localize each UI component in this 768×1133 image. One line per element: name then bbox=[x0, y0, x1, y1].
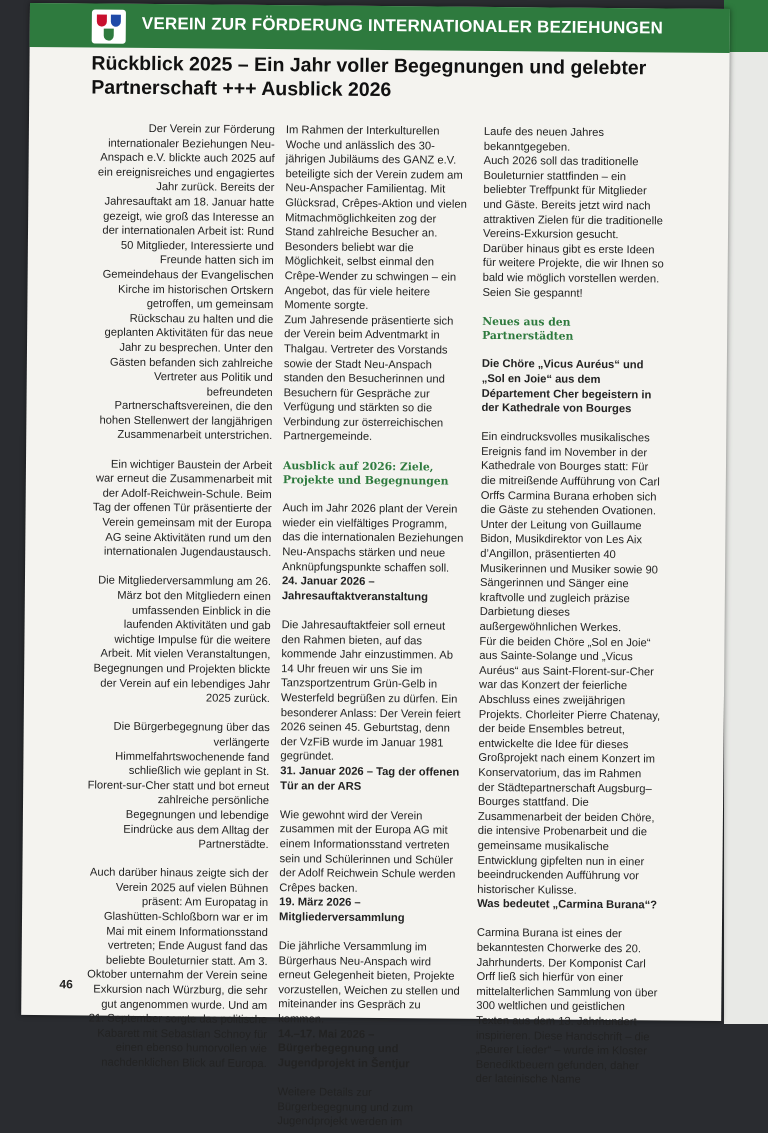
column-1 bbox=[85, 121, 275, 1086]
paragraph: Auch darüber hinaus zeigte sich der Verein 2025 auf vielen Bühnen präsent: Am Europatag in Glashütten-Schloßborn war er im Mai mit einem Informationsstand vertreten; Ende August fand das beliebte Bouleturnier statt. Am 3. Oktober unternahm der Verein seine Exkursion nach Würzburg, die sehr gut angenommen wurde. Und am 21. September sorgte das politische Kabarett mit Sebastian Schnoy für einen ebenso humorvollen wie nachdenklichen Blick auf Europa. bbox=[87, 866, 269, 1071]
paragraph: Die Bürgerbegegnung über das verlängerte Himmelfahrtswochenende fand schließlich wie geplant in St. Florent-sur-Cher statt und bot erneut zahlreiche persönliche Begegnungen und lebendige Eindrücke aus dem Alltag der Partnerstädte. bbox=[87, 721, 270, 852]
paragraph: Darüber hinaus gibt es erste Ideen für weitere Projekte, die wir Ihnen so bald wie möglich vorstellen werden. Seien Sie gespannt! bbox=[482, 242, 664, 300]
event-heading: 31. Januar 2026 – Tag der offenen Tür an der ARS bbox=[280, 765, 460, 793]
paragraph: Auch 2026 soll das traditionelle Bouleturnier stattfinden – ein beliebter Treffpunkt für Mitglieder und Gäste. Bereits jetzt wird nach attraktiven Zielen für die traditionelle Vereins-Exkursion gesucht. bbox=[482, 155, 663, 242]
section-heading: Neues aus den Partnerstädten bbox=[482, 314, 574, 343]
paragraph: Weitere Details zur Bürgerbegegnung und zum Jugendprojekt werden im bbox=[277, 1086, 414, 1129]
column-3 bbox=[476, 125, 666, 1089]
page-header bbox=[30, 3, 730, 53]
paragraph: Wie gewohnt wird der Verein zusammen mit der Europa AG mit einem Informationsstand vertreten sein und Schülerinnen und Schüler der Adolf Reichwein Schule werden Crêpes backen. bbox=[279, 808, 456, 895]
paragraph: Auch im Jahr 2026 plant der Verein wieder ein vielfältiges Programm, das die internationalen Beziehungen Neu-Anspachs stärken und neue Anknüpfungspunkte schaffen soll. bbox=[282, 502, 464, 575]
paragraph: Im Rahmen der Interkulturellen Woche und anlässlich des 30-jährigen Jubiläums des GANZ e.V. beteiligte sich der Verein zudem am Neu-Anspacher Familientag. Mit Glücksrad, Crêpes-Aktion und vielen Mitmachmöglichkeiten zog der Stand zahlreiche Besucher an. Besonders beliebt war die Möglichkeit, selbst einmal den Crêpe-Wender zu schwingen – ein Angebot, das für viele heitere Momente sorgte. bbox=[284, 124, 467, 313]
article-subheading: Die Chöre „Vicus Auréus“ und „Sol en Joie“ aus dem Département Cher begeistern in der Kathedrale von Bourges bbox=[481, 358, 652, 416]
section-heading: Ausblick auf 2026: Ziele, Projekte und Begegnungen bbox=[282, 458, 449, 488]
page-number: 46 bbox=[59, 977, 73, 992]
header-title: VEREIN ZUR FÖRDERUNG INTERNATIONALER BEZIEHUNGEN bbox=[141, 13, 664, 38]
paragraph: Die Mitgliederversammlung am 26. März bot den Mitgliedern einen umfassenden Einblick in die laufenden Aktivitäten und gab wichtige Impulse für die weitere Arbeit. Mit vielen Veranstaltungen, Begegnungen und Projekten blickte der Verein auf ein lebendiges Jahr 2025 zurück. bbox=[93, 574, 272, 706]
article-subheading: Was bedeutet „Carmina Burana“? bbox=[477, 898, 658, 912]
paragraph: Laufe des neuen Jahres bekanntgegeben. bbox=[483, 125, 605, 154]
article-title: Rückblick 2025 – Ein Jahr voller Begegnungen und gelebter Partnerschaft +++ Ausblick 2026 bbox=[91, 52, 647, 102]
paragraph: Zum Jahresende präsentierte sich der Verein beim Adventmarkt in Thalgau. Vertreter des Vorstands sowie der Stadt Neu-Anspach standen den Besucherinnen und Besuchern für Gespräche zur Verfügung und stärkten so die Verbindung zur österreichischen Partnergemeinde. bbox=[283, 313, 454, 444]
paragraph: Die jährliche Versammlung im Bürgerhaus Neu-Anspach wird erneut Gelegenheit bieten, Projekte vorzustellen, Weichen zu stellen und miteinander ins Gespräch zu kommen. bbox=[278, 940, 460, 1026]
column-2 bbox=[277, 123, 468, 1130]
paragraph: Die Jahresauftaktfeier soll erneut den Rahmen bieten, auf das kommende Jahr einzustimmen. Ab 14 Uhr freuen wir uns Sie im Tanzsportzentrum Grün-Gelb in Westerfeld begrüßen zu dürfen. Ein besonderer Anlass: Der Verein feiert 2026 seinen 45. Geburtstag, denn der VzFiB wurde im Januar 1981 gegründet. bbox=[280, 619, 461, 763]
event-heading: 24. Januar 2026 – Jahresauftaktveranstaltung bbox=[281, 575, 429, 604]
event-heading: 14.–17. Mai 2026 – Bürgerbegegnung und Jugendprojekt in Šentjur bbox=[277, 1027, 410, 1071]
magazine-page bbox=[21, 3, 730, 1129]
paragraph: Carmina Burana ist eines der bekanntesten Chorwerke des 20. Jahrhunderts. Der Komponist Carl Orff ließ sich hierfür von einer mittelalterlichen Sammlung von über 300 weltlichen und geistlichen Texten aus dem 13. Jahrhundert inspirieren. Diese Handschrift – die „Beurer Lieder“ – wurde im Kloster Benediktbeuern gefunden, daher der lateinische Name bbox=[475, 927, 658, 1087]
next-page-edge bbox=[724, 0, 768, 1024]
coat-of-arms-icon bbox=[92, 9, 126, 43]
paragraph: Für die beiden Chöre „Sol en Joie“ aus Sainte-Solange und „Vicus Auréus“ aus Saint-Florent-sur-Cher war das Konzert der feierliche Abschluss eines zweijährigen Projekts. Chorleiter Pierre Chatenay, der beide Ensembles betreut, entwickelte die Idee für dieses Großprojekt nach einem Konzert im Konservatorium, das im Rahmen der Städtepartnerschaft Augsburg–Bourges stattfand. Die Zusammenarbeit der beiden Chöre, die intensive Probenarbeit und die gemeinsame musikalische Entwicklung gipfelten nun in einer beeindruckenden Aufführung vor historischer Kulisse. bbox=[477, 635, 661, 897]
paragraph: Ein wichtiger Baustein der Arbeit war erneut die Zusammenarbeit mit der Adolf-Reichwein-Schule. Beim Tag der offenen Tür präsentierte der Verein gemeinsam mit der Europa AG seine Aktivitäten rund um den internationalen Jugendaustausch. bbox=[92, 458, 273, 560]
event-heading: 19. März 2026 – Mitgliederversammlung bbox=[278, 896, 405, 925]
paragraph: Ein eindrucksvolles musikalisches Ereignis fand im November in der Kathedrale von Bourges statt: Für die mitreißende Aufführung von Carl Orffs Carmina Burana erhoben sich die Gäste zu stehenden Ovationen. Unter der Leitung von Guillaume Bidon, Musikdirektor von Les Aix d’Angillon, präsentierten 40 Musikerinnen und Musiker sowie 90 Sängerinnen und Sänger eine kraftvolle und zugleich präzise Darbietung dieses außergewöhnlichen Werkes. bbox=[479, 431, 660, 635]
paragraph: Der Verein zur Förderung internationaler Beziehungen Neu-Anspach e.V. blickte auch 2025 auf ein ereignisreiches und engagiertes Jahr zurück. Bereits der Jahresauftakt am 18. Januar hatte gezeigt, wie groß das Interesse an der internationalen Arbeit ist: Rund 50 Mitglieder, Interessierte und Freunde hatten sich im Gemeindehaus der Evangelischen Kirche im historischen Ortskern getroffen, um gemeinsam Rückschau zu halten und die geplanten Aktivitäten für das neue Jahr zu besprechen. Unter den Gästen befanden sich zahlreiche Vertreter aus Politik und befreundeten Partnerschaftsvereinen, die den hohen Stellenwert der langjährigen Zusammenarbeit unterstrichen. bbox=[97, 122, 275, 443]
